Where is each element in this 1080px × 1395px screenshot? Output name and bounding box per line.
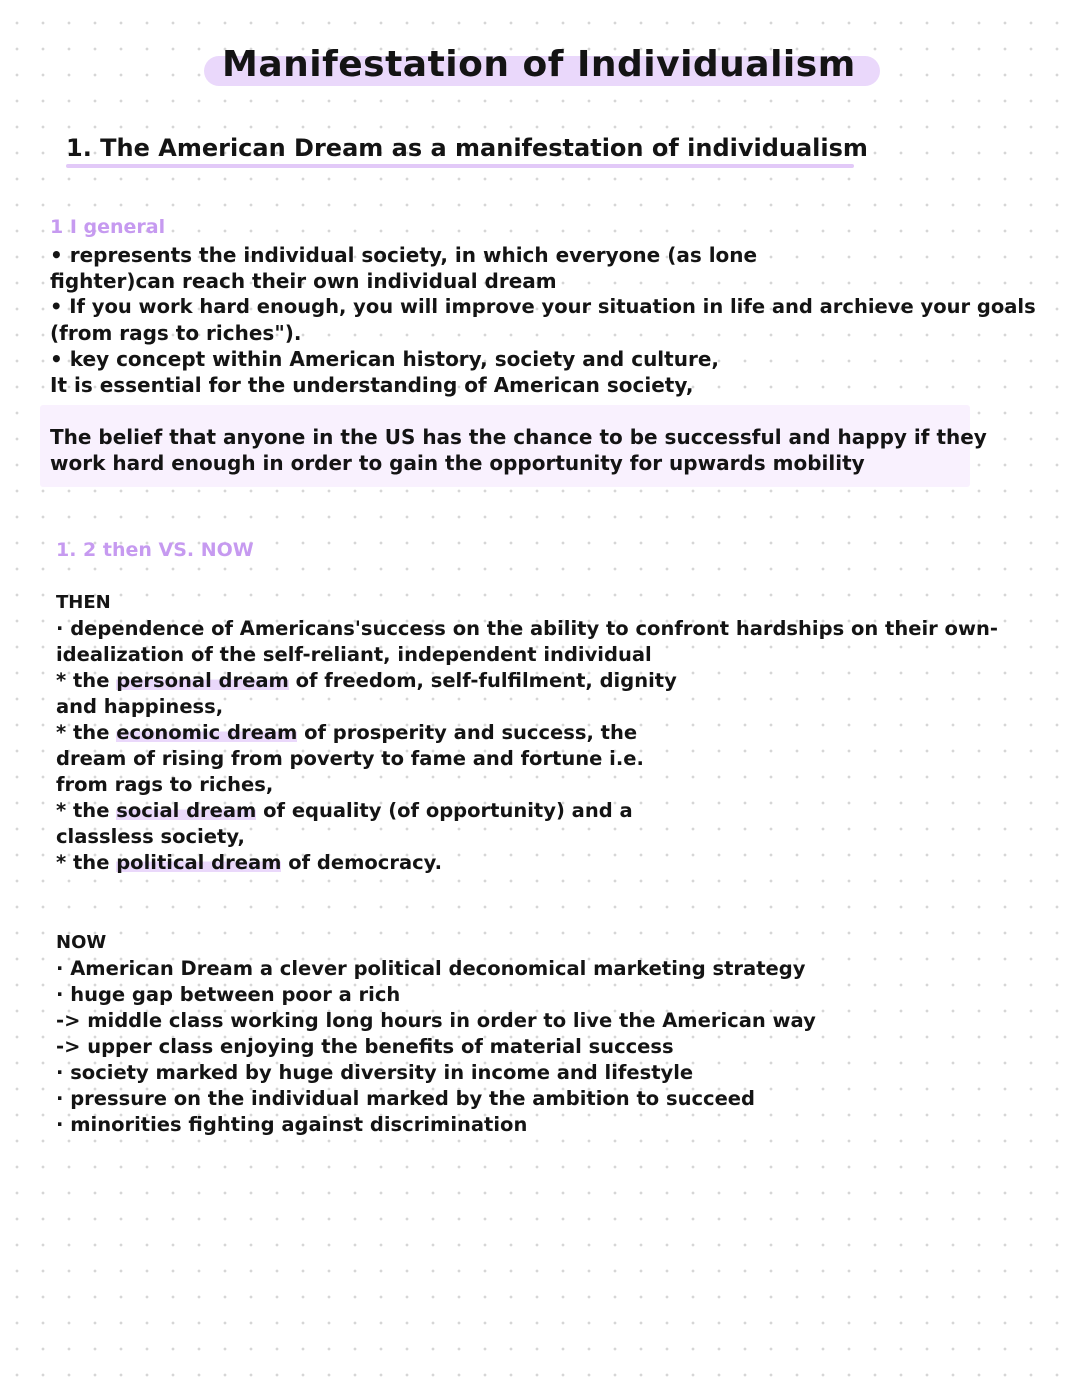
then-line: · dependence of Americans'success on the ability to confront hardships on their own- [56, 617, 998, 640]
section-heading: 1. The American Dream as a manifestation of individualism [66, 134, 868, 162]
now-line: -> middle class working long hours in order to live the American way [56, 1009, 816, 1032]
personal-dream-line: * the personal dream of freedom, self-fulfilment, dignity [56, 669, 677, 692]
now-label: NOW [56, 932, 107, 953]
then-line: classless society, [56, 825, 245, 848]
then-line: and happiness, [56, 695, 224, 718]
political-dream-line: * the political dream of democracy. [56, 851, 443, 874]
subsection-then-now-label: 1. 2 then VS. NOW [56, 539, 254, 561]
heading-underline [66, 164, 854, 168]
now-line: · American Dream a clever political deconomical marketing strategy [56, 957, 806, 980]
political-dream-highlight: political dream [116, 851, 282, 874]
then-line: idealization of the self-reliant, independent individual [56, 643, 652, 666]
general-line: It is essential for the understanding of American society, [50, 373, 694, 397]
now-line: · society marked by huge diversity in income and lifestyle [56, 1061, 694, 1084]
subsection-general-label: 1 I general [50, 216, 166, 238]
page-title: Manifestation of Individualism [222, 44, 856, 85]
then-line: dream of rising from poverty to fame and fortune i.e. [56, 747, 644, 770]
now-line: · minorities fighting against discrimination [56, 1113, 528, 1136]
now-line: · huge gap between poor a rich [56, 983, 401, 1006]
definition-line: work hard enough in order to gain the opportunity for upwards mobility [50, 451, 865, 475]
economic-dream-line: * the economic dream of prosperity and success, the [56, 721, 638, 744]
social-dream-line: * the social dream of equality (of opportunity) and a [56, 799, 633, 822]
personal-dream-highlight: personal dream [116, 669, 289, 692]
now-line: · pressure on the individual marked by the ambition to succeed [56, 1087, 755, 1110]
general-line: fighter)can reach their own individual dream [50, 269, 557, 293]
general-line: • represents the individual society, in which everyone (as lone [50, 243, 758, 267]
economic-dream-highlight: economic dream [116, 721, 298, 744]
social-dream-highlight: social dream [116, 799, 257, 822]
definition-line: The belief that anyone in the US has the chance to be successful and happy if they [50, 425, 987, 449]
general-line: • key concept within American history, society and culture, [50, 347, 719, 371]
general-line: • If you work hard enough, you will improve your situation in life and archieve your goals [50, 295, 1036, 318]
then-line: from rags to riches, [56, 773, 274, 796]
now-line: -> upper class enjoying the benefits of material success [56, 1035, 674, 1058]
general-line: (from rags to riches"). [50, 321, 302, 345]
then-label: THEN [56, 592, 111, 613]
